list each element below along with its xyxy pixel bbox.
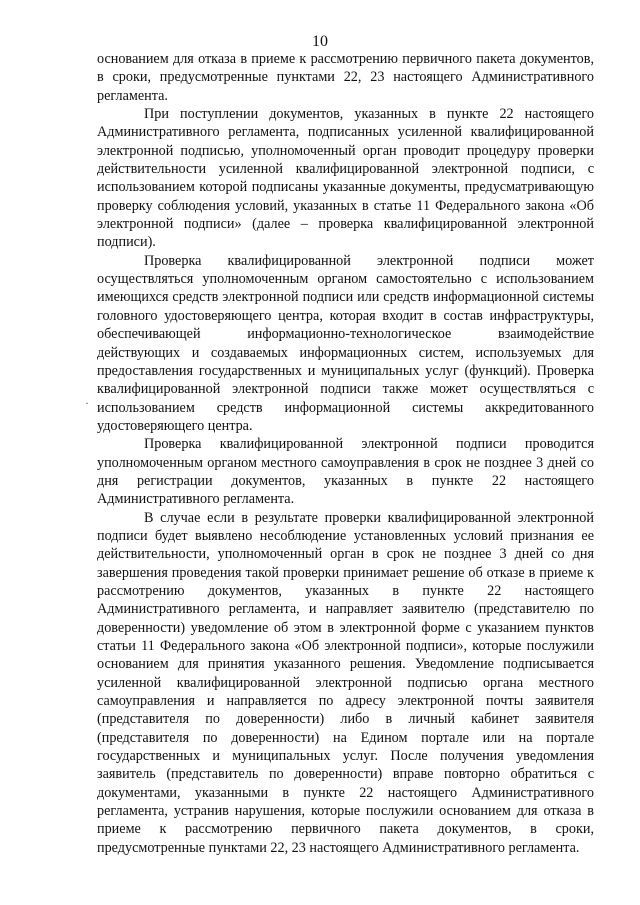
paragraph: Проверка квалифицированной электронной подписи может осуществляться уполномоченным органом самостоятельно с использованием имеющихся средств электронной подписи или средств информационной системы головного удостоверяющего центра, которая входит в состав инфраструктуры, обеспечивающей информационно-технологическое взаимодействие действующих и создаваемых информационных систем, используемых для предоставления государственных и муниципальных услуг (функций). Проверка квалифицированной электронной подписи также может осуществляться с использованием средств информационной системы аккредитованного удостоверяющего центра.	[97, 252, 594, 434]
paragraph: Проверка квалифицированной электронной подписи проводится уполномоченным органом местного самоуправления в срок не позднее 3 дней со дня регистрации документов, указанных в пункте 22 настоящего Административного регламента.	[97, 436, 594, 508]
paragraph-continuation: основанием для отказа в приеме к рассмотрению первичного пакета документов, в сроки, предусмотренные пунктами 22, 23 настоящего Административного регламента.	[97, 51, 594, 104]
page-number: 10	[312, 33, 328, 50]
paragraph: При поступлении документов, указанных в пункте 22 настоящего Административного регламента, подписанных усиленной квалифицированной электронной подписью, уполномоченный орган проводит процедуру проверки действительности усиленной квалифицированной электронной подписи, с использованием которой подписаны указанные документы, предусматривающую проверку соблюдения условий, указанных в статье 11 Федерального закона «Об электронной подписи» (далее – проверка квалифицированной электронной подписи).	[97, 106, 594, 251]
paragraph: В случае если в результате проверки квалифицированной электронной подписи будет выявлено несоблюдение установленных условий признания ее действительности, уполномоченный орган в срок не позднее 3 дней со дня завершения проведения такой проверки принимает решение об отказе в приеме к рассмотрению документов, указанных в пункте 22 настоящего Административного регламента, и направляет заявителю (представителю по доверенности) уведомление об этом в электронной форме с указанием пунктов статьи 11 Федерального закона «Об электронной подписи», которые послужили основанием для принятия указанного решения. Уведомление подписывается усиленной квалифицированной электронной подписью органа местного самоуправления и направляется по адресу электронной почты заявителя (представителя по доверенности) либо в личный кабинет заявителя (представителя по доверенности) на Едином портале или на портале государственных и муниципальных услуг. После получения уведомления заявитель (представитель по доверенности) вправе повторно обратиться с документами, указанными в пункте 22 настоящего Административного регламента, устранив нарушения, которые послужили основанием для отказа в приеме к рассмотрению первичного пакета документов, в сроки, предусмотренные пунктами 22, 23 настоящего Административного регламента.	[97, 509, 594, 856]
margin-mark: ·	[85, 396, 89, 410]
document-body	[97, 50, 594, 857]
